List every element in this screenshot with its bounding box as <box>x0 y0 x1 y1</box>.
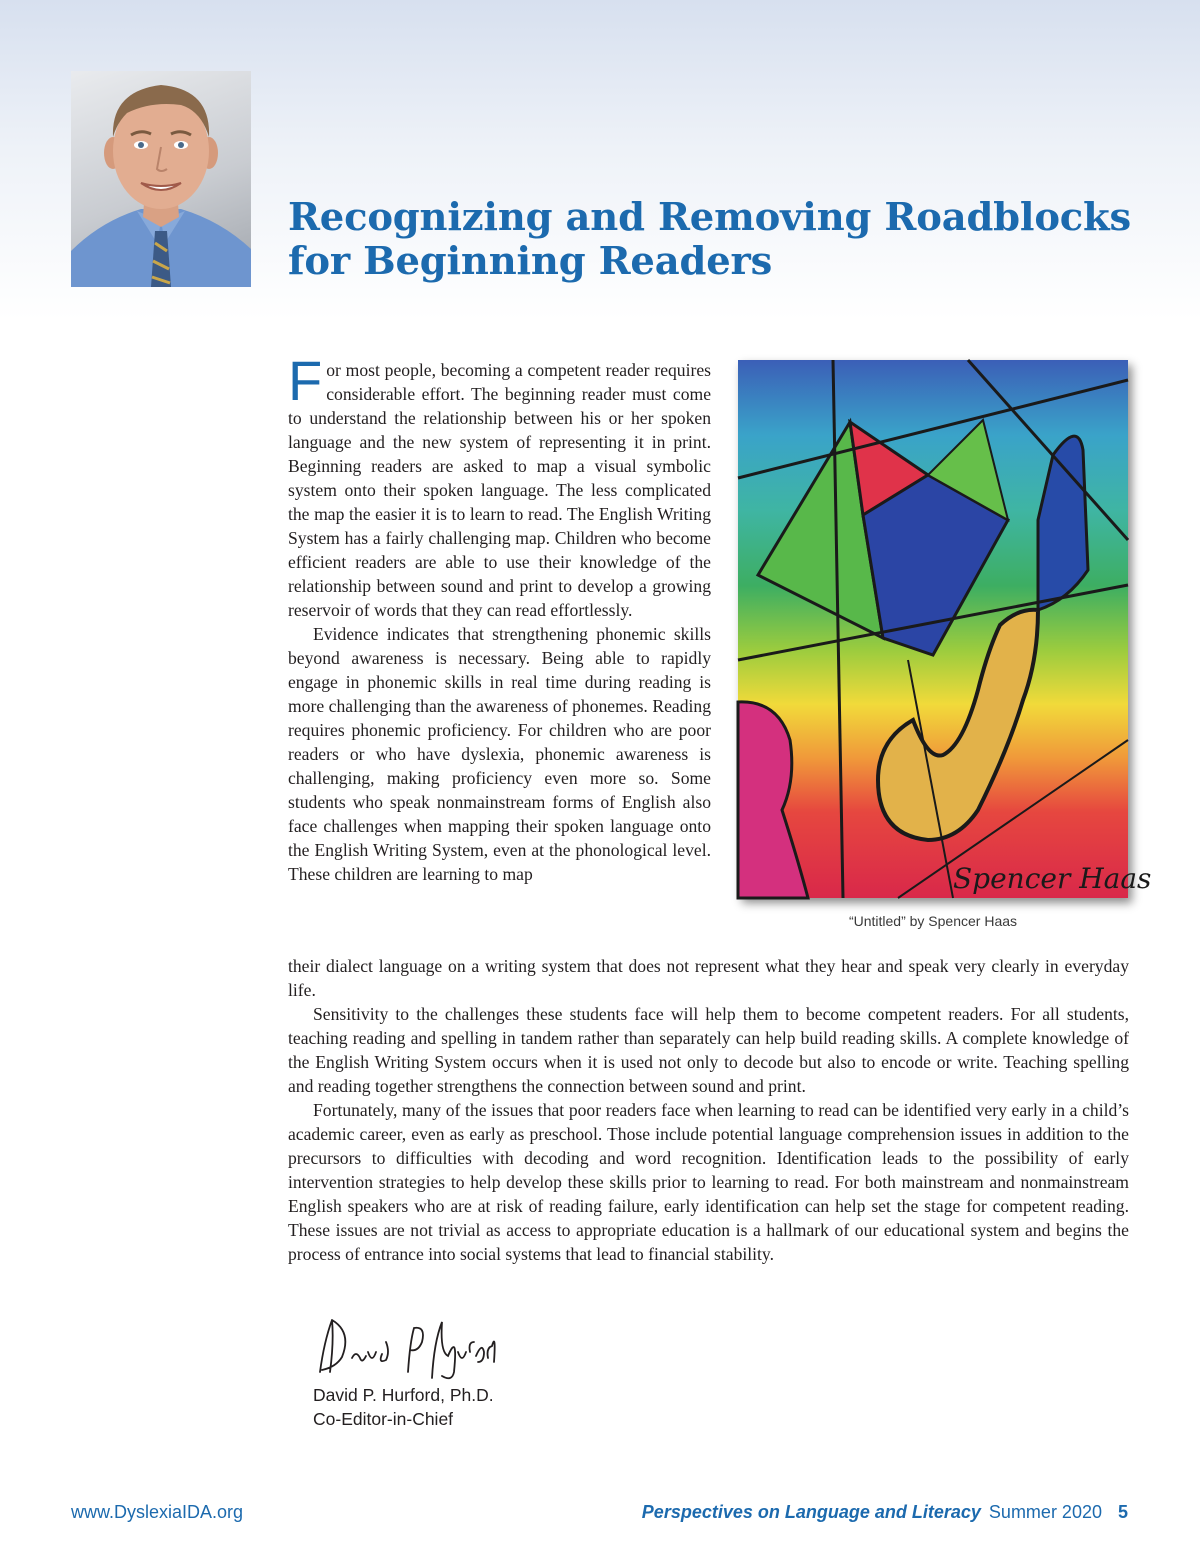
artwork-image <box>738 360 1152 898</box>
artist-signature: Spencer Haas <box>953 862 1152 895</box>
journal-name: Perspectives on Language and Literacy <box>641 1502 981 1522</box>
paragraph-3: Sensitivity to the challenges these students face will help them to become competent readers. For all students, teaching reading and spelling in tandem rather than separately can help build reading skills. A complete knowledge of the English Writing System occurs when it is used not only to decode but also to encode or write. Teaching spelling and reading together strengthens the connection between sound and print. <box>288 1004 1129 1096</box>
author-signature <box>312 1312 502 1382</box>
drop-cap: F <box>288 349 323 412</box>
issue-date: Summer 2020 <box>988 1502 1102 1522</box>
author-name: David P. Hurford, Ph.D. <box>313 1385 494 1405</box>
article-body-column <box>288 349 711 886</box>
paragraph-2-continued: their dialect language on a writing system that does not represent what they hear and speak very clearly in everyday life. <box>288 956 1129 1000</box>
artwork-caption: “Untitled” by Spencer Haas <box>848 913 1018 929</box>
signature-lettering: David P Hurford <box>312 1312 320 1313</box>
paragraph-1 <box>288 349 711 622</box>
author-photo <box>71 71 251 287</box>
article-body-wide <box>288 954 1129 1266</box>
footer-publication <box>642 1502 1128 1523</box>
page-number: 5 <box>1117 1502 1128 1522</box>
author-role: Co-Editor-in-Chief <box>313 1409 454 1429</box>
paragraph-2: Evidence indicates that strengthening phonemic skills beyond awareness is necessary. Being able to rapidly engage in phonemic skills in real time during reading is more challenging than the awareness of phonemes. Reading requires phonemic proficiency. For children who are poor readers or who have dyslexia, phonemic awareness is challenging, making proficiency even more so. Some students who speak nonmainstream forms of English also face challenges when mapping their spoken language onto the English Writing System, even at the phonological level. These children are learning to map <box>288 624 711 884</box>
footer-website-link[interactable]: www.DyslexiaIDA.org <box>71 1502 244 1522</box>
paragraph-1-text: or most people, becoming a competent reader requires considerable effort. The beginning reader must come to understand the relationship between his or her spoken language and the new system of representing it in print. Beginning readers are asked to map a visual symbolic system onto their spoken language. The less complicated the map the easier it is to learn to read. The English Writing System has a fairly challenging map. Children who become efficient readers are able to use their knowledge of the relationship between sound and print to develop a growing reservoir of words that they can read effortlessly. <box>288 360 711 620</box>
paragraph-4: Fortunately, many of the issues that poor readers face when learning to read can be identified very early in a child’s academic career, even as early as preschool. Those include potential language comprehension issues in addition to the precursors to difficulties with decoding and word recognition. Identification leads to the possibility of early intervention strategies to help develop these skills prior to learning to read. For both mainstream and nonmainstream English speakers who are at risk of reading failure, early identification can help set the stage for competent reading. These issues are not trivial as access to appropriate education is a hallmark of our educational system and begins the process of entrance into social systems that lead to financial stability. <box>288 1100 1129 1264</box>
article-title: Recognizing and Removing Roadblocks for Beginning Readers <box>288 195 1131 284</box>
